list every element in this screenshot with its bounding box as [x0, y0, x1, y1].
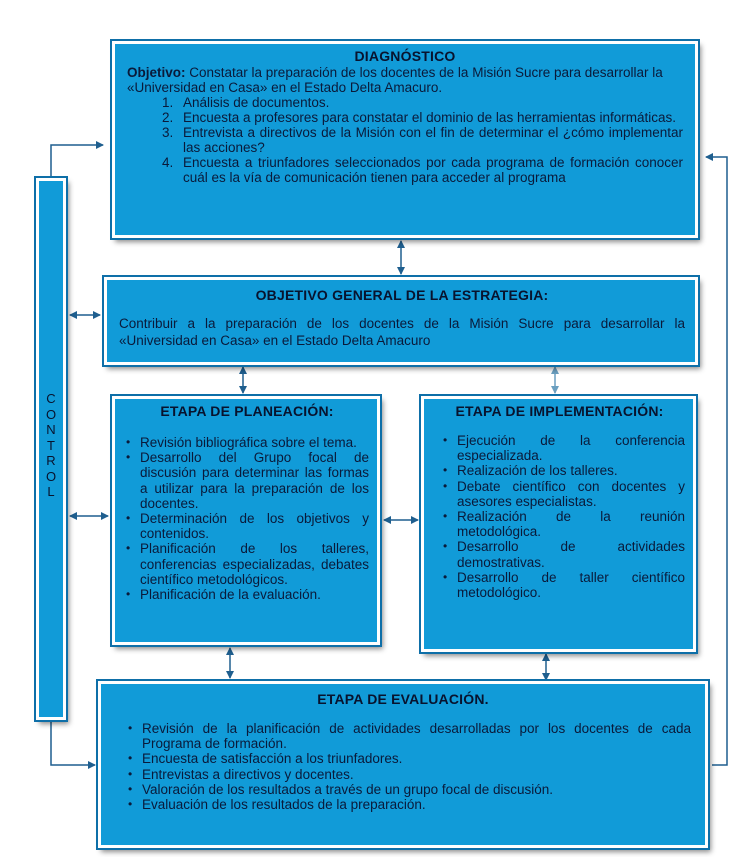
- control-letter: C: [46, 391, 56, 406]
- control-label: [39, 391, 63, 500]
- planeacion-list: [125, 435, 369, 602]
- control-letter: T: [47, 437, 55, 453]
- evaluacion-list: [115, 721, 691, 812]
- list-item: • Entrevistas a directivos y docentes.: [139, 767, 691, 782]
- evaluacion-box: [98, 681, 708, 848]
- list-item: • Desarrollo de actividades demostrativas.: [454, 539, 685, 569]
- list-item: • Debate científico con docentes y asesores especialistas.: [454, 479, 685, 509]
- list-item: • Encuesta de satisfacción a los triunfadores.: [139, 751, 691, 766]
- objetivo-general-title: OBJETIVO GENERAL DE LA ESTRATEGIA:: [255, 287, 549, 303]
- diagnostico-objective: [127, 65, 683, 95]
- objetivo-general-text: Contribuir a la preparación de los docentes de la Misión Sucre para desarrollar la «Universidad en Casa» en el Estado Delta Amacuro: [119, 316, 685, 348]
- list-item: • Realización de los talleres.: [454, 463, 685, 478]
- planeacion-box: [112, 396, 380, 645]
- list-item: • Revisión bibliográfica sobre el tema.: [137, 435, 369, 450]
- planeacion-title: ETAPA DE PLANEACIÓN:: [160, 403, 334, 419]
- control-letter: O: [45, 406, 57, 422]
- control-letter: O: [45, 468, 57, 484]
- implementacion-box: [421, 396, 696, 652]
- diagnostico-title: DIAGNÓSTICO: [354, 48, 456, 64]
- list-item: • Determinación de los objetivos y contenidos.: [137, 511, 369, 541]
- objective-text: Constatar la preparación de los docentes de la Misión Sucre para desarrollar la «Universidad en Casa» en el Estado Delta Amacuro.: [127, 65, 663, 95]
- diagnostico-list: [127, 95, 683, 185]
- list-item: • Valoración de los resultados a través de un grupo focal de discusión.: [139, 782, 691, 797]
- control-letter: L: [47, 484, 55, 499]
- list-item: • Desarrollo del Grupo focal de discusión para determinar las formas a utilizar para la preparación de los docentes.: [137, 450, 369, 511]
- list-item: • Planificación de los talleres, conferencias especializadas, debates científico metodológicos.: [137, 541, 369, 587]
- list-item: • Planificación de la evaluación.: [137, 587, 369, 602]
- list-item: • Realización de la reunión metodológica.: [454, 509, 685, 539]
- implementacion-title: ETAPA DE IMPLEMENTACIÓN:: [455, 403, 664, 419]
- list-item: • Desarrollo de taller científico metodológico.: [454, 570, 685, 600]
- list-item: • Revisión de la planificación de actividades desarrolladas por los docentes de cada Programa de formación.: [139, 721, 691, 751]
- list-item: 2. Encuesta a profesores para constatar el dominio de las herramientas informáticas.: [177, 110, 683, 125]
- objetivo-general-box: [104, 277, 698, 365]
- objective-label: Objetivo:: [127, 65, 186, 80]
- evaluacion-title: ETAPA DE EVALUACIÓN.: [317, 691, 489, 707]
- list-item: 1. Análisis de documentos.: [177, 95, 683, 110]
- list-item: 3. Entrevista a directivos de la Misión con el fin de determinar el ¿cómo implementar las acciones?: [177, 125, 683, 155]
- list-item: • Ejecución de la conferencia especializada.: [454, 433, 685, 463]
- list-item: • Evaluación de los resultados de la preparación.: [139, 797, 691, 812]
- arrow-control-to-evaluacion: [51, 722, 95, 765]
- list-item: 4. Encuesta a triunfadores seleccionados por cada programa de formación conocer cuál es la vía de comunicación tienen para acceder al programa: [177, 155, 683, 185]
- control-letter: N: [46, 422, 56, 437]
- control-letter: R: [46, 453, 56, 468]
- implementacion-list: [434, 433, 685, 600]
- arrow-control-to-diagnostico: [51, 145, 103, 178]
- diagnostico-box: [112, 41, 698, 238]
- control-bar: [36, 178, 66, 720]
- arrow-evaluacion-to-diagnostico: [706, 157, 727, 765]
